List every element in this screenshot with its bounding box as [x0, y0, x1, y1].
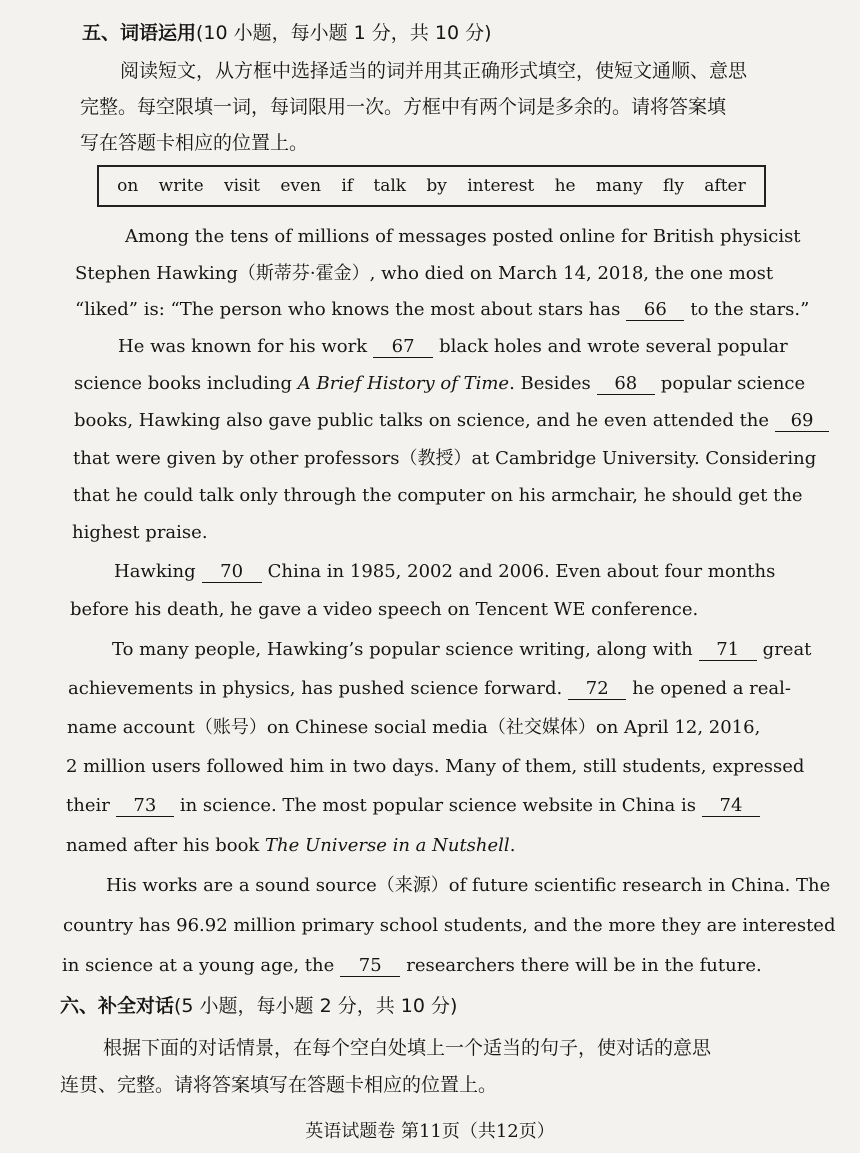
word-option: many	[595, 176, 643, 196]
passage-line: Among the tens of millions of messages posted online for British physicist	[125, 226, 801, 247]
passage-text: .	[509, 835, 516, 856]
footer-label: 英语试题卷 第	[305, 1121, 419, 1142]
blank-71[interactable]: 71	[699, 640, 757, 661]
passage-line: Stephen Hawking（斯蒂芬·霍金）, who died on March 14, 2018, the one most	[75, 263, 774, 284]
section6-title-note: (5 小题，每小题 2 分，共 10 分)	[174, 995, 458, 1017]
passage-line	[68, 677, 791, 701]
word-box	[97, 165, 766, 207]
word-option: if	[341, 176, 354, 196]
blank-72[interactable]: 72	[568, 679, 626, 700]
passage-text: China in 1985, 2002 and 2006. Even about four months	[267, 561, 776, 582]
section5-instruction-line: 完整。每空限填一词，每词限用一次。方框中有两个词是多余的。请将答案填	[80, 96, 727, 118]
passage-text: in science at a young age, the	[62, 955, 335, 976]
section5-instruction-line: 阅读短文，从方框中选择适当的词并用其正确形式填空，使短文通顺、意思	[120, 60, 748, 82]
passage-line	[74, 372, 805, 396]
page-footer	[0, 1117, 860, 1143]
passage-line	[66, 794, 766, 818]
section6-heading	[60, 994, 457, 1018]
passage-line: that were given by other professors（教授）at Cambridge University. Considering	[73, 448, 817, 469]
passage-text: their	[66, 795, 110, 816]
section6-instruction-line: 连贯、完整。请将答案填写在答题卡相应的位置上。	[60, 1074, 498, 1096]
passage-line: country has 96.92 million primary school students, and the more they are interested	[63, 915, 836, 936]
passage-line	[112, 638, 811, 662]
word-option: talk	[373, 176, 407, 196]
passage-line: highest praise.	[72, 522, 208, 543]
passage-text: in science. The most popular science website in China is	[179, 795, 696, 816]
passage-text: black holes and wrote several popular	[439, 336, 788, 357]
page-number: 11	[418, 1121, 442, 1142]
blank-69[interactable]: 69	[775, 411, 829, 432]
passage-text: “liked” is: “The person who knows the most about stars has	[75, 299, 621, 320]
passage-text: Hawking	[114, 561, 196, 582]
word-option: he	[554, 176, 576, 196]
passage-line: that he could talk only through the computer on his armchair, he should get the	[73, 485, 803, 506]
section5-heading	[82, 21, 491, 45]
word-option: visit	[223, 176, 261, 196]
passage-line	[74, 409, 829, 433]
passage-line	[75, 298, 809, 322]
blank-75[interactable]: 75	[340, 956, 400, 977]
word-option: write	[158, 176, 204, 196]
passage-text: achievements in physics, has pushed science forward.	[68, 678, 563, 699]
word-option: by	[426, 176, 447, 196]
passage-text: science books including	[74, 373, 293, 394]
blank-73[interactable]: 73	[116, 796, 174, 817]
passage-text: great	[762, 639, 812, 660]
passage-text: to the stars.”	[690, 299, 810, 320]
blank-67[interactable]: 67	[373, 337, 433, 358]
passage-text: researchers there will be in the future.	[406, 955, 762, 976]
word-option: even	[280, 176, 322, 196]
word-option: after	[704, 176, 746, 196]
section5-title: 五、词语运用	[82, 22, 197, 44]
section5-title-note: (10 小题，每小题 1 分，共 10 分)	[196, 22, 492, 44]
footer-label: 页（共	[441, 1121, 496, 1142]
book-title: The Universe in a Nutshell	[265, 835, 510, 856]
word-option: interest	[467, 176, 535, 196]
passage-text: books, Hawking also gave public talks on science, and he even attended the	[74, 410, 770, 431]
passage-line	[66, 834, 515, 858]
passage-text: . Besides	[509, 373, 591, 394]
passage-line: before his death, he gave a video speech on Tencent WE conference.	[70, 599, 699, 620]
passage-text: named after his book	[66, 835, 260, 856]
passage-line: name account（账号）on Chinese social media（社交媒体）on April 12, 2016,	[67, 717, 761, 738]
passage-line: His works are a sound source（来源）of future scientific research in China. The	[106, 875, 831, 896]
blank-66[interactable]: 66	[626, 300, 684, 321]
page-total: 12	[495, 1121, 519, 1142]
passage-text: he opened a real-	[632, 678, 791, 699]
passage-text: He was known for his work	[118, 336, 368, 357]
section5-instruction-line: 写在答题卡相应的位置上。	[80, 132, 309, 154]
blank-74[interactable]: 74	[702, 796, 760, 817]
word-option: on	[117, 176, 139, 196]
passage-line	[62, 954, 762, 978]
passage-line	[118, 335, 788, 359]
passage-text: popular science	[660, 373, 806, 394]
book-title: A Brief History of Time	[297, 373, 510, 394]
footer-label: 页）	[518, 1121, 555, 1142]
section6-title: 六、补全对话	[60, 995, 175, 1017]
blank-68[interactable]: 68	[597, 374, 655, 395]
blank-70[interactable]: 70	[202, 562, 262, 583]
word-option: fly	[663, 176, 684, 196]
passage-line: 2 million users followed him in two days. Many of them, still students, expressed	[66, 756, 805, 777]
passage-line	[114, 560, 775, 584]
passage-text: To many people, Hawking’s popular science writing, along with	[112, 639, 693, 660]
section6-instruction-line: 根据下面的对话情景，在每个空白处填上一个适当的句子，使对话的意思	[103, 1037, 712, 1059]
